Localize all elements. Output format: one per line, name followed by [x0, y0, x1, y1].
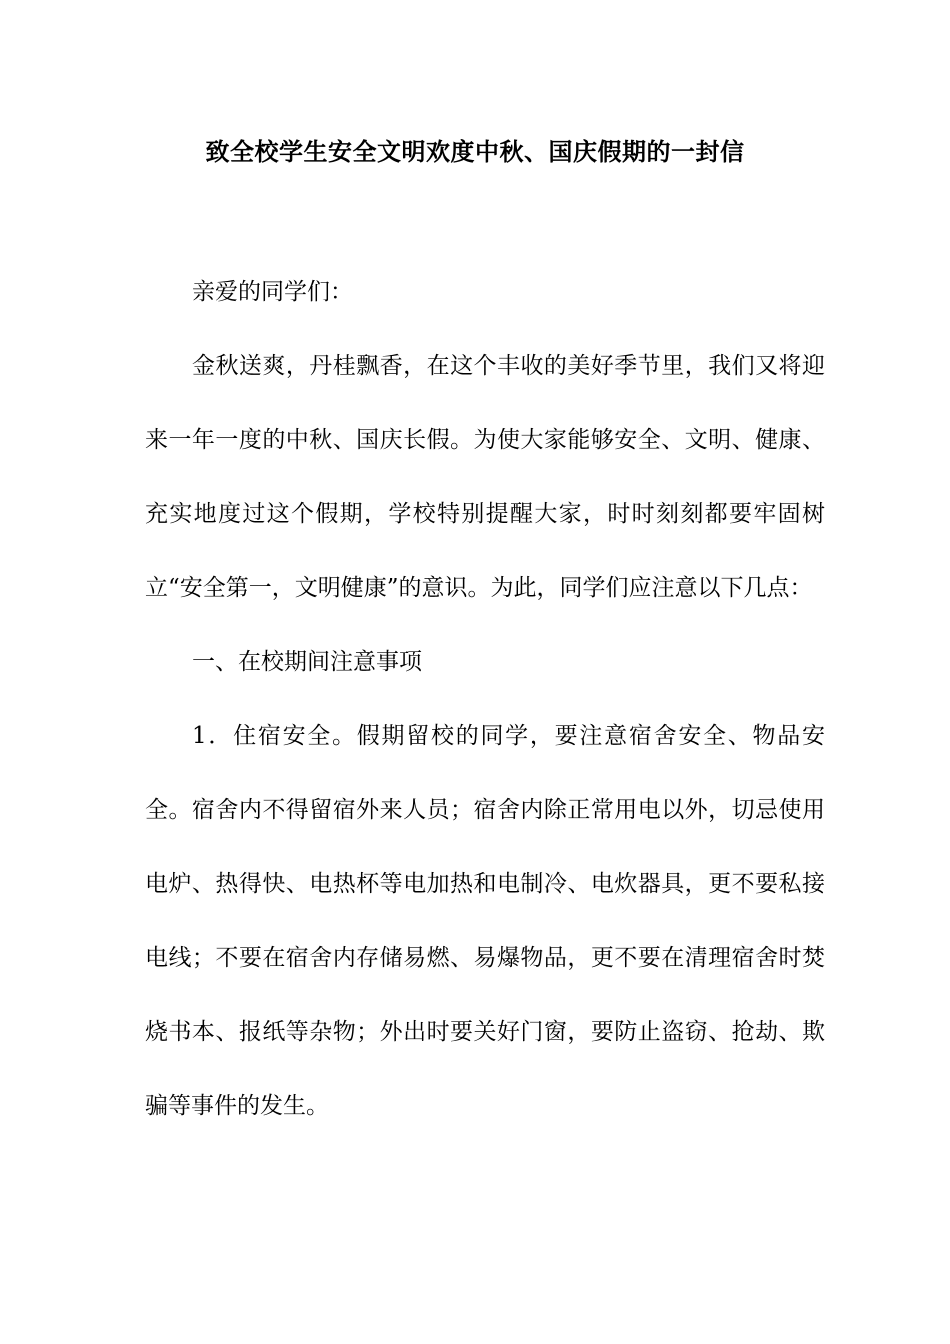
item-paragraph: 1．住宿安全。假期留校的同学，要注意宿舍安全、物品安全。宿舍内不得留宿外来人员；宿舍内除正常用电以外，切忌使用电炉、热得快、电热杯等电加热和电制冷、电炊器具，更不要私接电线；不要在宿舍内存储易燃、易爆物品，更不要在清理宿舍时焚烧书本、报纸等杂物；外出时要关好门窗，要防止盗窃、抢劫、欺骗等事件的发生。 — [145, 723, 825, 1119]
document-title: 致全校学生安全文明欢度中秋、国庆假期的一封信 — [205, 137, 745, 166]
section-heading: 一、在校期间注意事项 — [192, 649, 422, 675]
document-body — [145, 255, 825, 1143]
intro-paragraph: 金秋送爽，丹桂飘香，在这个丰收的美好季节里，我们又将迎来一年一度的中秋、国庆长假。为使大家能够安全、文明、健康、充实地度过这个假期，学校特别提醒大家，时时刻刻都要牢固树立“安全第一，文明健康”的意识。为此，同学们应注意以下几点： — [145, 353, 825, 601]
salutation: 亲爱的同学们： — [192, 279, 353, 305]
